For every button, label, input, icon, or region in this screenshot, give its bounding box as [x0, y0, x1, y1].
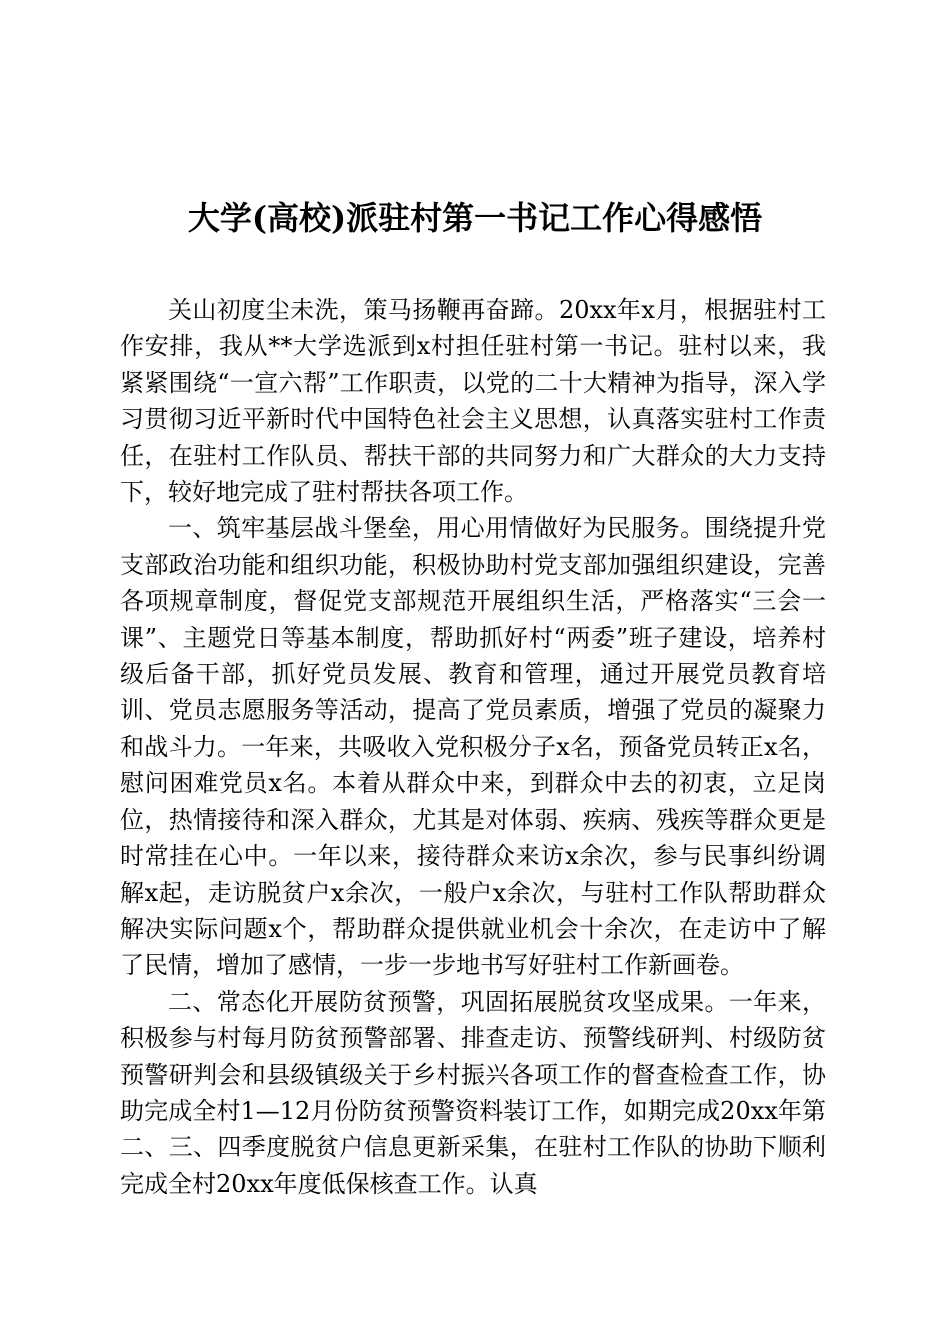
document-body	[120, 292, 826, 1202]
paragraph-section-two: 二、常态化开展防贫预警，巩固拓展脱贫攻坚成果。一年来，积极参与村每月防贫预警部署、排查走访、预警线研判、村级防贫预警研判会和县级镇级关于乡村振兴各项工作的督查检查工作，协助完成全村1—12月份防贫预警资料装订工作，如期完成20xx年第二、三、四季度脱贫户信息更新采集，在驻村工作队的协助下顺利完成全村20xx年度低保核查工作。认真	[120, 987, 826, 1198]
paragraph-intro: 关山初度尘未洗，策马扬鞭再奋蹄。20xx年x月，根据驻村工作安排，我从**大学选派到x村担任驻村第一书记。驻村以来，我紧紧围绕“一宣六帮”工作职责，以党的二十大精神为指导，深入学习贯彻习近平新时代中国特色社会主义思想，认真落实驻村工作责任，在驻村工作队员、帮扶干部的共同努力和广大群众的大力支持下，较好地完成了驻村帮扶各项工作。	[120, 296, 826, 507]
document-title: 大学(高校)派驻村第一书记工作心得感悟	[187, 199, 763, 237]
paragraph-section-one: 一、筑牢基层战斗堡垒，用心用情做好为民服务。围绕提升党支部政治功能和组织功能，积极协助村党支部加强组织建设，完善各项规章制度，督促党支部规范开展组织生活，严格落实“三会一课”、主题党日等基本制度，帮助抓好村“两委”班子建设，培养村级后备干部，抓好党员发展、教育和管理，通过开展党员教育培训、党员志愿服务等活动，提高了党员素质，增强了党员的凝聚力和战斗力。一年来，共吸收入党积极分子x名，预备党员转正x名，慰问困难党员x名。本着从群众中来，到群众中去的初衷，立足岗位，热情接待和深入群众，尤其是对体弱、疾病、残疾等群众更是时常挂在心中。一年以来，接待群众来访x余次，参与民事纠纷调解x起，走访脱贫户x余次，一般户x余次，与驻村工作队帮助群众解决实际问题x个，帮助群众提供就业机会十余次，在走访中了解了民情，增加了感情，一步一步地书写好驻村工作新画卷。	[120, 514, 826, 980]
